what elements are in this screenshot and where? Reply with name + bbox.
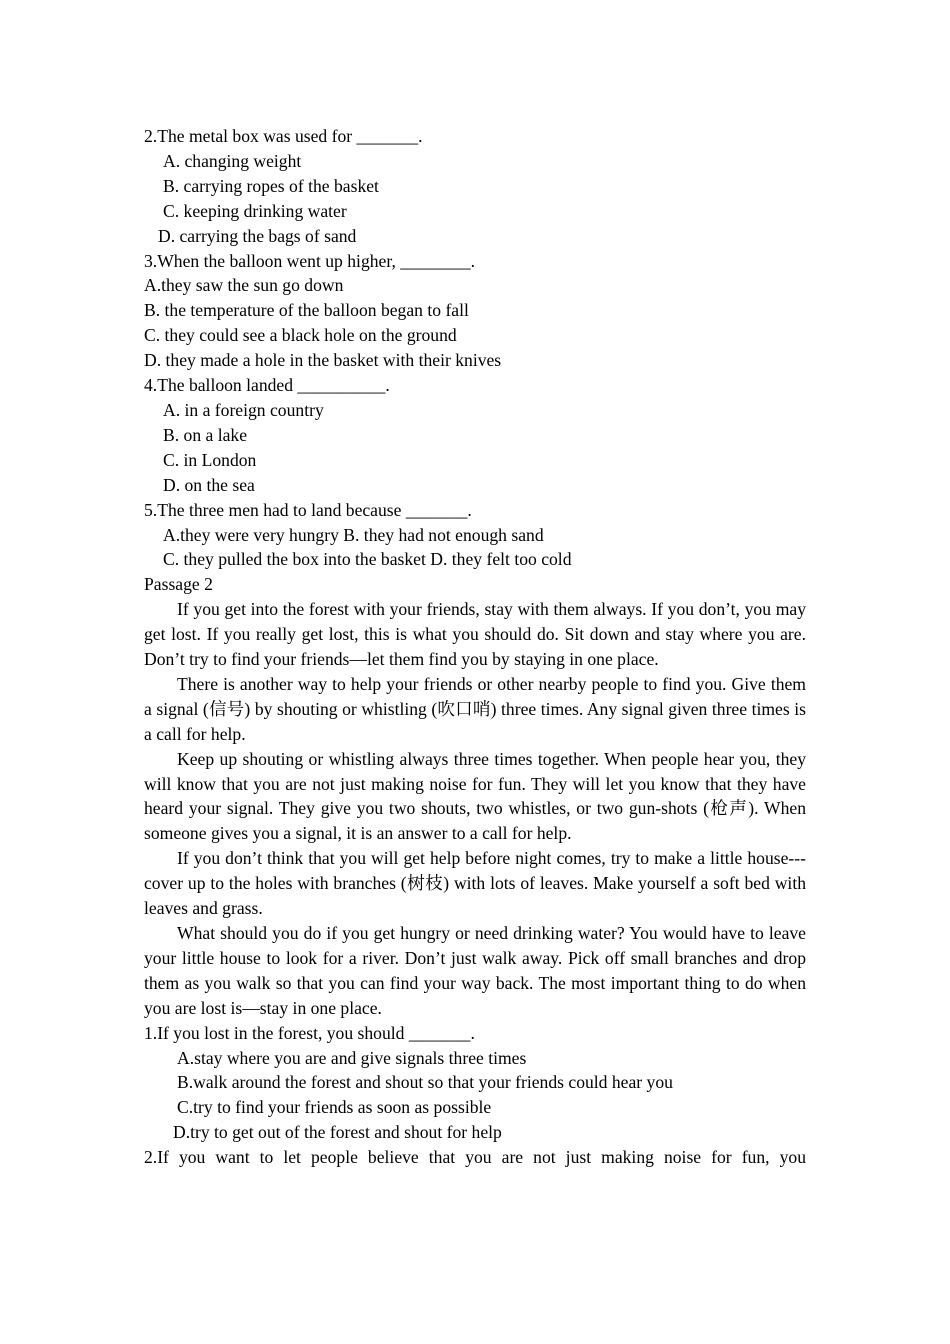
question-stem: 4.The balloon landed __________. — [144, 375, 390, 396]
answer-option: B. on a lake — [163, 424, 248, 445]
answer-option: A. in a foreign country — [163, 399, 324, 420]
answer-option: C. keeping drinking water — [163, 200, 347, 221]
answer-option: A.they were very hungry B. they had not enough sand — [163, 524, 544, 545]
answer-option: B.walk around the forest and shout so that your friends could hear you — [177, 1072, 673, 1093]
answer-option: D. carrying the bags of sand — [158, 225, 357, 246]
passage-paragraph: If you don’t think that you will get help before night comes, try to make a little house---cover up to the holes with branches (树枝) with lots of leaves. Make yourself a soft bed with leaves and grass. — [144, 848, 806, 919]
answer-option: A.they saw the sun go down — [144, 275, 344, 296]
answer-option: A. changing weight — [163, 150, 302, 171]
question-stem: 2.If you want to let people believe that you are not just making noise for fun, you — [144, 1147, 806, 1168]
passage-paragraph: Keep up shouting or whistling always three times together. When people hear you, they will know that you are not just making noise for fun. They will let you know that they have heard your signal. They give you two shouts, two whistles, or two gun-shots (枪声). When someone gives you a signal, it is an answer to a call for help. — [144, 748, 806, 844]
passage-paragraph: There is another way to help your friends or other nearby people to find you. Give them a signal (信号) by shouting or whistling (吹口哨) three times. Any signal given three times is a call for help. — [144, 673, 806, 744]
answer-option: C. in London — [163, 449, 257, 470]
passage-paragraph: What should you do if you get hungry or need drinking water? You would have to leave your little house to look for a river. Don’t just walk away. Pick off small branches and drop them as you walk so that you can find your way back. The most important thing to do when you are lost is—stay in one place. — [144, 923, 806, 1018]
answer-option: D. on the sea — [163, 474, 255, 495]
answer-option: B. carrying ropes of the basket — [163, 175, 379, 196]
question-stem: 5.The three men had to land because _______. — [144, 499, 472, 520]
question-stem: 1.If you lost in the forest, you should _______. — [144, 1022, 475, 1043]
question-stem: 2.The metal box was used for _______. — [144, 126, 423, 146]
passage-title: Passage 2 — [144, 574, 213, 595]
answer-option: D. they made a hole in the basket with their knives — [144, 350, 502, 371]
answer-option: B. the temperature of the balloon began to fall — [144, 300, 469, 321]
answer-option: D.try to get out of the forest and shout for help — [173, 1122, 502, 1143]
answer-option: C. they pulled the box into the basket D. they felt too cold — [163, 549, 572, 570]
answer-option: C. they could see a black hole on the ground — [144, 325, 457, 346]
question-stem: 3.When the balloon went up higher, ________. — [144, 250, 476, 271]
passage-paragraph: If you get into the forest with your friends, stay with them always. If you don’t, you may get lost. If you really get lost, this is what you should do. Sit down and stay where you are. Don’t try to find your friends—let them find you by staying in one place. — [144, 599, 806, 670]
document-page — [144, 124, 806, 1170]
answer-option: C.try to find your friends as soon as possible — [177, 1097, 492, 1118]
answer-option: A.stay where you are and give signals three times — [177, 1047, 527, 1068]
